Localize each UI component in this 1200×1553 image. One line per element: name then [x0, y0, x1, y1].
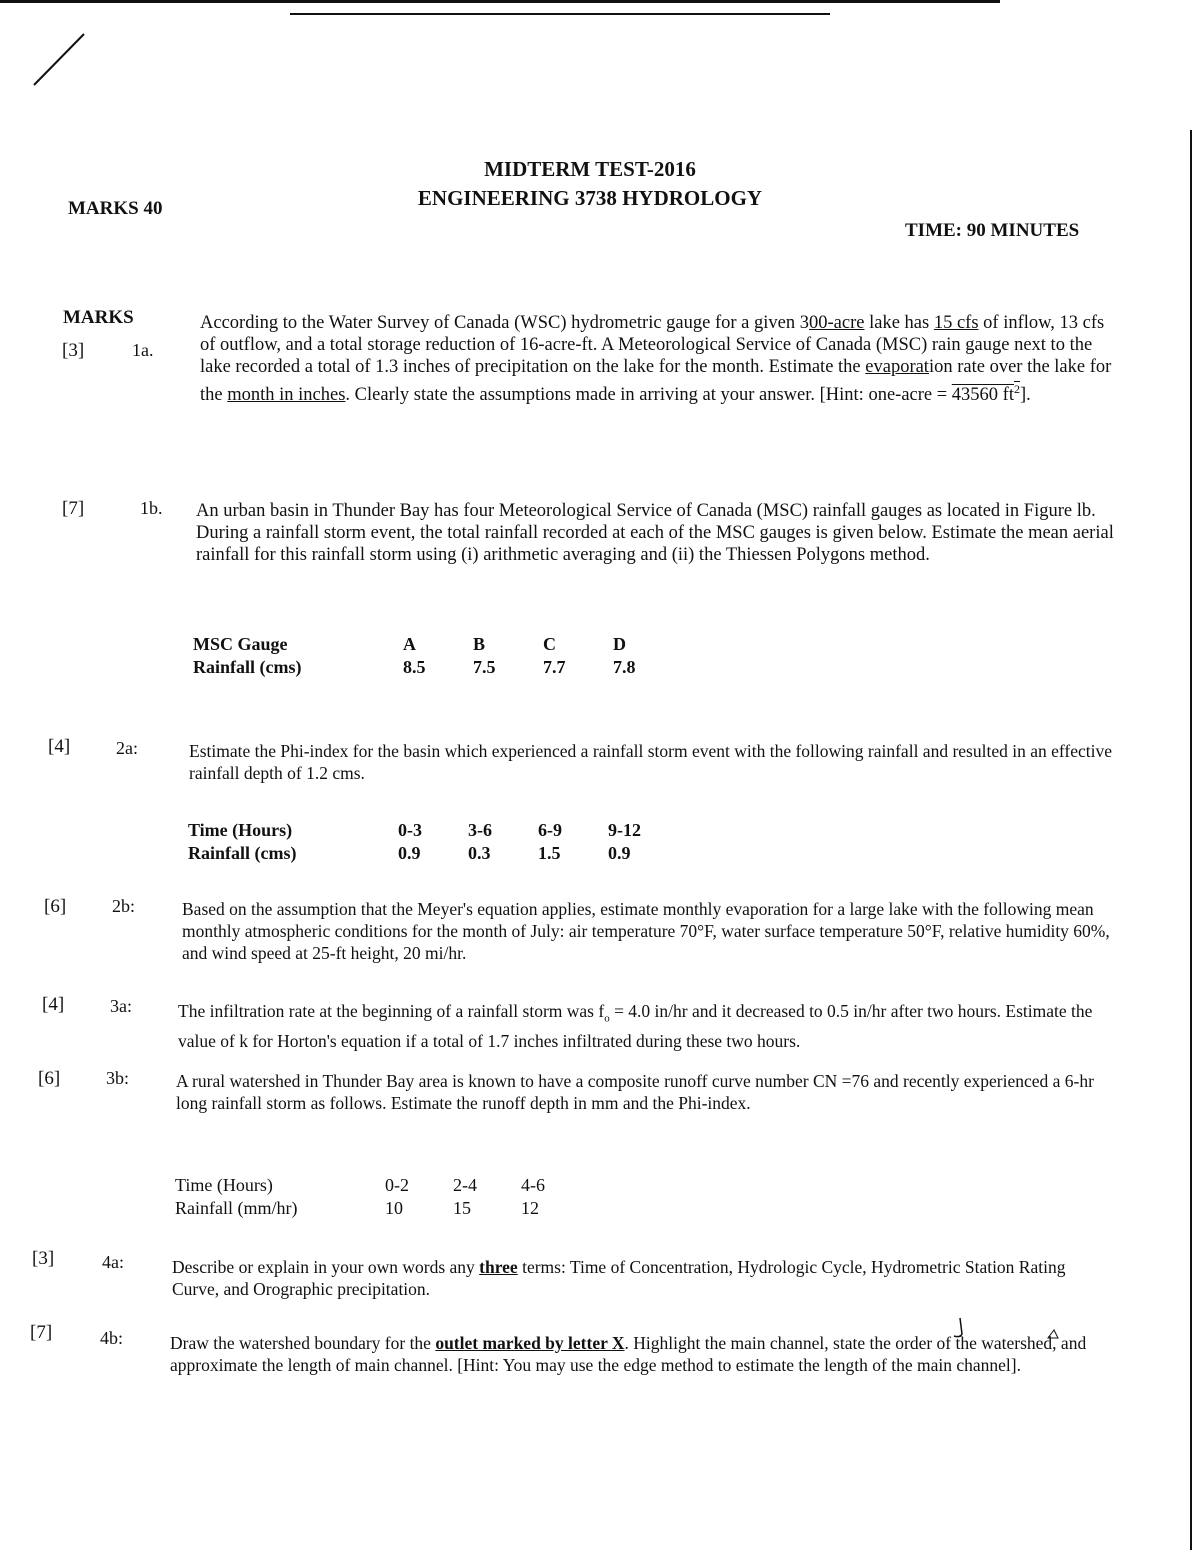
question-3a-text: The infiltration rate at the beginning of a rainfall storm was $f_o = 4.0$ in/hr and it decreased to 0.5 in/hr after two hours. Estimate the value of k for Horton's equation if a total of 1.7 inches infiltrated during these two hours.	[178, 1001, 1093, 1051]
scan-artifact-top-line	[0, 0, 1000, 3]
table-cell: 0-2	[385, 1175, 409, 1195]
question-marks: [7]	[30, 1322, 53, 1343]
question-4b-text: Draw the watershed boundary for the outlet marked by letter X. Highlight the main channel, state the order of the watershed, and approximate the length of main channel. [Hint: You may use the edge method to estimate the length of the main channel].	[170, 1333, 1087, 1375]
table-cell: D	[613, 634, 626, 654]
question-marks: [4]	[48, 736, 71, 757]
table-cell: 12	[521, 1198, 539, 1218]
table-cell: 8.5	[403, 657, 426, 677]
question-marks: [6]	[38, 1068, 61, 1089]
table-cell: 3-6	[468, 820, 492, 840]
question-number: 4b:	[100, 1328, 124, 1348]
msc-gauge-table	[193, 634, 673, 680]
question-1a-text: According to the Water Survey of Canada (WSC) hydrometric gauge for a given 300-acre lake has 15 cfs of inflow, 13 cfs of outflow, and a total storage reduction of 16-acre-ft. A Meteorological Service of Canada (MSC) rain gauge next to the lake recorded a total of 1.3 inches of precipitation on the lake for the month. Estimate the evaporation rate over the lake for the month in inches. Clearly state the assumptions made in arriving at your answer. [Hint: one-acre = 43560 $ft^2$].	[200, 313, 1112, 406]
table-row	[175, 1198, 581, 1221]
table-cell: 10	[385, 1198, 403, 1218]
table-cell: 7.5	[473, 657, 496, 677]
table-cell: 1.5	[538, 843, 561, 863]
table-cell: 0.9	[608, 843, 631, 863]
table-cell: 2-4	[453, 1175, 477, 1195]
question-number: 2a:	[116, 738, 138, 758]
question-1b-text: An urban basin in Thunder Bay has four Meteorological Service of Canada (MSC) rainfall gauges as located in Figure lb. During a rainfall storm event, the total rainfall recorded at each of the MSC gauges is given below. Estimate the mean aerial rainfall for this rainfall storm using (i) arithmetic averaging and (ii) the Thiessen Polygons method.	[196, 501, 1114, 565]
question-2b-text: Based on the assumption that the Meyer's equation applies, estimate monthly evaporation for a large lake with the following mean monthly atmospheric conditions for the month of July: air temperature 70°F, water surface temperature 50°F, relative humidity 60%, and wind speed at 25-ft height, 20 mi/hr.	[182, 899, 1110, 963]
question-marks: [6]	[44, 896, 67, 917]
table-cell: 0.9	[398, 843, 421, 863]
table-row-label: Rainfall (cms)	[188, 843, 297, 863]
table-cell: A	[403, 634, 416, 654]
question-marks: [3]	[62, 340, 85, 361]
table-row	[175, 1175, 581, 1198]
table-row	[193, 634, 673, 657]
total-marks: MARKS 40	[68, 198, 163, 219]
table-cell: C	[543, 634, 556, 654]
question-number: 1b.	[140, 498, 163, 518]
table-row	[188, 843, 668, 866]
table-row-label: Time (Hours)	[188, 820, 293, 840]
question-marks: [3]	[32, 1248, 55, 1269]
table-row-label: Time (Hours)	[175, 1175, 273, 1195]
table-cell: 9-12	[608, 820, 641, 840]
question-number: 4a:	[102, 1252, 124, 1272]
question-4a-text: Describe or explain in your own words any three terms: Time of Concentration, Hydrologic Cycle, Hydrometric Station Rating Curve, and Orographic precipitation.	[172, 1257, 1066, 1299]
table-cell: 7.7	[543, 657, 566, 677]
table-row	[193, 657, 673, 680]
scan-artifact-right-edge	[1190, 130, 1192, 1550]
question-number: 1a.	[132, 340, 154, 360]
handwritten-mark	[950, 1316, 1070, 1346]
table-row-label: Rainfall (cms)	[193, 657, 302, 677]
question-3b-text: A rural watershed in Thunder Bay area is known to have a composite runoff curve number CN =76 and recently experienced a 6-hr long rainfall storm as follows. Estimate the runoff depth in mm and the Phi-index.	[176, 1071, 1094, 1113]
time-limit: TIME: 90 MINUTES	[905, 220, 1080, 241]
question-2a-text: Estimate the Phi-index for the basin which experienced a rainfall storm event with the following rainfall and resulted in an effective rainfall depth of 1.2 cms.	[189, 741, 1112, 783]
table-cell: 7.8	[613, 657, 636, 677]
question-marks: [4]	[42, 994, 65, 1015]
table-cell: 15	[453, 1198, 471, 1218]
table-cell: 0-3	[398, 820, 422, 840]
runoff-rainfall-table	[175, 1175, 581, 1221]
question-number: 3a:	[110, 996, 132, 1016]
table-row-label: MSC Gauge	[193, 634, 288, 654]
question-marks: [7]	[62, 498, 85, 519]
table-row-label: Rainfall (mm/hr)	[175, 1198, 298, 1218]
table-row	[188, 820, 668, 843]
test-title-line2: ENGINEERING 3738 HYDROLOGY	[417, 186, 763, 210]
pen-slash-mark	[30, 30, 90, 90]
test-title-line1: MIDTERM TEST-2016	[484, 157, 696, 181]
question-number: 3b:	[106, 1068, 130, 1088]
question-number: 2b:	[112, 896, 136, 916]
table-cell: 6-9	[538, 820, 562, 840]
scan-artifact-top-dash	[290, 13, 830, 15]
phi-index-rainfall-table	[188, 820, 668, 866]
table-cell: B	[473, 634, 486, 654]
table-cell: 0.3	[468, 843, 491, 863]
marks-column-heading: MARKS	[63, 307, 134, 328]
table-cell: 4-6	[521, 1175, 545, 1195]
